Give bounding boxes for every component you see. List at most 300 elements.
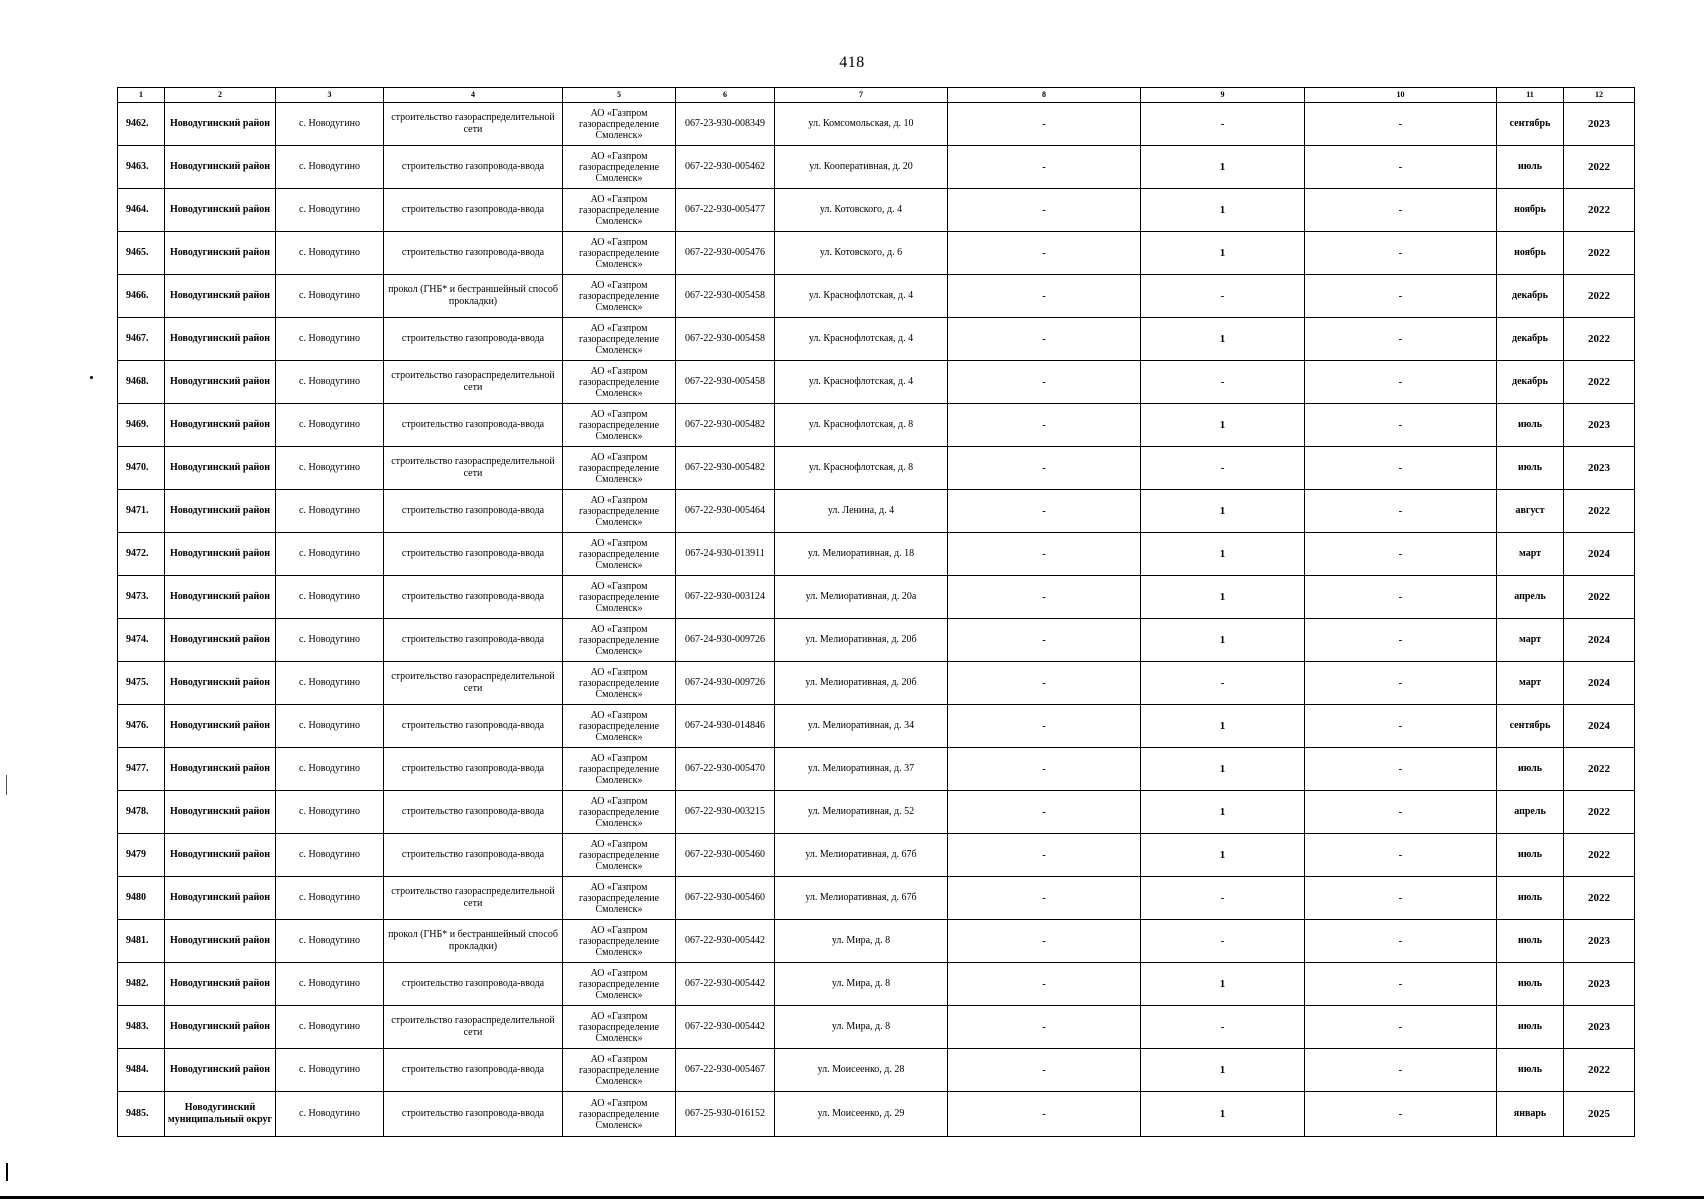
column-10-cell: -: [1305, 1092, 1497, 1137]
district-cell: Новодугинский район: [165, 490, 276, 533]
table-row: [118, 576, 1635, 619]
column-number: 9: [1141, 88, 1305, 103]
column-8-cell: -: [948, 619, 1141, 662]
column-9-cell: 1: [1141, 791, 1305, 834]
row-number: 9475.: [118, 662, 165, 705]
column-10-cell: -: [1305, 318, 1497, 361]
column-9-cell: 1: [1141, 705, 1305, 748]
column-8-cell: -: [948, 232, 1141, 275]
address-cell: ул. Мелиоративная, д. 20б: [775, 619, 948, 662]
address-cell: ул. Краснофлотская, д. 4: [775, 275, 948, 318]
table-row: [118, 791, 1635, 834]
object-code-cell: 067-22-930-005460: [676, 877, 775, 920]
column-8-cell: -: [948, 146, 1141, 189]
district-cell: Новодугинский район: [165, 662, 276, 705]
table-row: [118, 834, 1635, 877]
column-8-cell: -: [948, 490, 1141, 533]
address-cell: ул. Ленина, д. 4: [775, 490, 948, 533]
organization-cell: АО «Газпром газораспределение Смоленск»: [563, 232, 676, 275]
table-row: [118, 103, 1635, 146]
column-10-cell: -: [1305, 490, 1497, 533]
organization-cell: АО «Газпром газораспределение Смоленск»: [563, 1006, 676, 1049]
table-row: [118, 877, 1635, 920]
column-8-cell: -: [948, 189, 1141, 232]
year-cell: 2024: [1564, 533, 1635, 576]
column-9-cell: -: [1141, 103, 1305, 146]
table-row: [118, 963, 1635, 1006]
table-row: [118, 533, 1635, 576]
object-code-cell: 067-22-930-005462: [676, 146, 775, 189]
work-type-cell: строительство газопровода-ввода: [384, 1049, 563, 1092]
year-cell: 2024: [1564, 705, 1635, 748]
organization-cell: АО «Газпром газораспределение Смоленск»: [563, 275, 676, 318]
month-cell: июль: [1497, 1006, 1564, 1049]
register-table: [117, 87, 1635, 1137]
scan-speck: [90, 376, 93, 379]
column-9-cell: 1: [1141, 576, 1305, 619]
address-cell: ул. Мира, д. 8: [775, 963, 948, 1006]
column-10-cell: -: [1305, 834, 1497, 877]
column-9-cell: -: [1141, 920, 1305, 963]
settlement-cell: с. Новодугино: [276, 490, 384, 533]
column-9-cell: -: [1141, 877, 1305, 920]
column-8-cell: -: [948, 877, 1141, 920]
settlement-cell: с. Новодугино: [276, 275, 384, 318]
row-number: 9485.: [118, 1092, 165, 1137]
row-number: 9464.: [118, 189, 165, 232]
column-8-cell: -: [948, 1092, 1141, 1137]
table-row: [118, 1092, 1635, 1137]
work-type-cell: строительство газопровода-ввода: [384, 791, 563, 834]
row-number: 9480: [118, 877, 165, 920]
year-cell: 2023: [1564, 1006, 1635, 1049]
settlement-cell: с. Новодугино: [276, 533, 384, 576]
organization-cell: АО «Газпром газораспределение Смоленск»: [563, 877, 676, 920]
month-cell: август: [1497, 490, 1564, 533]
table-row: [118, 146, 1635, 189]
column-number: 5: [563, 88, 676, 103]
month-cell: март: [1497, 662, 1564, 705]
year-cell: 2022: [1564, 490, 1635, 533]
work-type-cell: строительство газораспределительной сети: [384, 662, 563, 705]
district-cell: Новодугинский район: [165, 275, 276, 318]
column-10-cell: -: [1305, 748, 1497, 791]
organization-cell: АО «Газпром газораспределение Смоленск»: [563, 318, 676, 361]
column-number: 1: [118, 88, 165, 103]
column-8-cell: -: [948, 447, 1141, 490]
column-9-cell: 1: [1141, 748, 1305, 791]
row-number: 9468.: [118, 361, 165, 404]
district-cell: Новодугинский район: [165, 791, 276, 834]
object-code-cell: 067-22-930-003124: [676, 576, 775, 619]
district-cell: Новодугинский район: [165, 705, 276, 748]
settlement-cell: с. Новодугино: [276, 232, 384, 275]
work-type-cell: строительство газопровода-ввода: [384, 1092, 563, 1137]
column-10-cell: -: [1305, 877, 1497, 920]
settlement-cell: с. Новодугино: [276, 146, 384, 189]
month-cell: март: [1497, 619, 1564, 662]
district-cell: Новодугинский район: [165, 877, 276, 920]
month-cell: апрель: [1497, 576, 1564, 619]
year-cell: 2022: [1564, 361, 1635, 404]
work-type-cell: прокол (ГНБ* и бестраншейный способ прокладки): [384, 920, 563, 963]
year-cell: 2022: [1564, 318, 1635, 361]
work-type-cell: строительство газопровода-ввода: [384, 490, 563, 533]
column-10-cell: -: [1305, 705, 1497, 748]
table-row: [118, 189, 1635, 232]
settlement-cell: с. Новодугино: [276, 834, 384, 877]
object-code-cell: 067-22-930-005458: [676, 318, 775, 361]
address-cell: ул. Мелиоративная, д. 18: [775, 533, 948, 576]
work-type-cell: строительство газопровода-ввода: [384, 834, 563, 877]
column-9-cell: -: [1141, 1006, 1305, 1049]
row-number: 9467.: [118, 318, 165, 361]
work-type-cell: строительство газопровода-ввода: [384, 232, 563, 275]
address-cell: ул. Краснофлотская, д. 4: [775, 318, 948, 361]
work-type-cell: строительство газопровода-ввода: [384, 146, 563, 189]
page-number: 418: [839, 54, 865, 71]
district-cell: Новодугинский район: [165, 232, 276, 275]
column-10-cell: -: [1305, 361, 1497, 404]
column-8-cell: -: [948, 834, 1141, 877]
year-cell: 2024: [1564, 662, 1635, 705]
object-code-cell: 067-22-930-005442: [676, 920, 775, 963]
address-cell: ул. Мелиоративная, д. 20б: [775, 662, 948, 705]
work-type-cell: строительство газораспределительной сети: [384, 103, 563, 146]
object-code-cell: 067-22-930-005458: [676, 361, 775, 404]
column-9-cell: 1: [1141, 619, 1305, 662]
row-number: 9472.: [118, 533, 165, 576]
work-type-cell: строительство газораспределительной сети: [384, 447, 563, 490]
month-cell: июль: [1497, 963, 1564, 1006]
month-cell: июль: [1497, 834, 1564, 877]
settlement-cell: с. Новодугино: [276, 920, 384, 963]
column-9-cell: 1: [1141, 490, 1305, 533]
work-type-cell: строительство газопровода-ввода: [384, 318, 563, 361]
organization-cell: АО «Газпром газораспределение Смоленск»: [563, 619, 676, 662]
settlement-cell: с. Новодугино: [276, 1049, 384, 1092]
row-number: 9477.: [118, 748, 165, 791]
organization-cell: АО «Газпром газораспределение Смоленск»: [563, 576, 676, 619]
work-type-cell: строительство газопровода-ввода: [384, 533, 563, 576]
object-code-cell: 067-22-930-005460: [676, 834, 775, 877]
row-number: 9469.: [118, 404, 165, 447]
row-number: 9478.: [118, 791, 165, 834]
table-row: [118, 275, 1635, 318]
year-cell: 2023: [1564, 920, 1635, 963]
table-row: [118, 705, 1635, 748]
year-cell: 2023: [1564, 963, 1635, 1006]
settlement-cell: с. Новодугино: [276, 189, 384, 232]
month-cell: июль: [1497, 1049, 1564, 1092]
month-cell: декабрь: [1497, 318, 1564, 361]
district-cell: Новодугинский район: [165, 619, 276, 662]
column-10-cell: -: [1305, 447, 1497, 490]
organization-cell: АО «Газпром газораспределение Смоленск»: [563, 920, 676, 963]
column-9-cell: -: [1141, 361, 1305, 404]
year-cell: 2022: [1564, 791, 1635, 834]
organization-cell: АО «Газпром газораспределение Смоленск»: [563, 834, 676, 877]
row-number: 9471.: [118, 490, 165, 533]
district-cell: Новодугинский муниципальный округ: [165, 1092, 276, 1137]
district-cell: Новодугинский район: [165, 834, 276, 877]
column-8-cell: -: [948, 275, 1141, 318]
month-cell: декабрь: [1497, 361, 1564, 404]
column-number: 8: [948, 88, 1141, 103]
organization-cell: АО «Газпром газораспределение Смоленск»: [563, 189, 676, 232]
column-9-cell: 1: [1141, 533, 1305, 576]
month-cell: июль: [1497, 404, 1564, 447]
district-cell: Новодугинский район: [165, 318, 276, 361]
district-cell: Новодугинский район: [165, 533, 276, 576]
object-code-cell: 067-22-930-005476: [676, 232, 775, 275]
month-cell: январь: [1497, 1092, 1564, 1137]
column-10-cell: -: [1305, 1049, 1497, 1092]
address-cell: ул. Мелиоративная, д. 67б: [775, 834, 948, 877]
district-cell: Новодугинский район: [165, 103, 276, 146]
scan-margin-mark: [6, 775, 7, 795]
column-number: 11: [1497, 88, 1564, 103]
row-number: 9473.: [118, 576, 165, 619]
table-row: [118, 447, 1635, 490]
month-cell: апрель: [1497, 791, 1564, 834]
object-code-cell: 067-22-930-005464: [676, 490, 775, 533]
year-cell: 2022: [1564, 576, 1635, 619]
settlement-cell: с. Новодугино: [276, 404, 384, 447]
column-10-cell: -: [1305, 920, 1497, 963]
year-cell: 2022: [1564, 748, 1635, 791]
organization-cell: АО «Газпром газораспределение Смоленск»: [563, 146, 676, 189]
year-cell: 2023: [1564, 404, 1635, 447]
column-9-cell: -: [1141, 275, 1305, 318]
address-cell: ул. Мелиоративная, д. 52: [775, 791, 948, 834]
organization-cell: АО «Газпром газораспределение Смоленск»: [563, 705, 676, 748]
column-8-cell: -: [948, 318, 1141, 361]
settlement-cell: с. Новодугино: [276, 1006, 384, 1049]
district-cell: Новодугинский район: [165, 361, 276, 404]
table-row: [118, 662, 1635, 705]
settlement-cell: с. Новодугино: [276, 748, 384, 791]
month-cell: июль: [1497, 146, 1564, 189]
settlement-cell: с. Новодугино: [276, 1092, 384, 1137]
settlement-cell: с. Новодугино: [276, 103, 384, 146]
row-number: 9479: [118, 834, 165, 877]
year-cell: 2022: [1564, 189, 1635, 232]
month-cell: июль: [1497, 920, 1564, 963]
work-type-cell: строительство газопровода-ввода: [384, 189, 563, 232]
year-cell: 2025: [1564, 1092, 1635, 1137]
district-cell: Новодугинский район: [165, 146, 276, 189]
row-number: 9462.: [118, 103, 165, 146]
column-9-cell: 1: [1141, 232, 1305, 275]
settlement-cell: с. Новодугино: [276, 576, 384, 619]
settlement-cell: с. Новодугино: [276, 619, 384, 662]
address-cell: ул. Мелиоративная, д. 37: [775, 748, 948, 791]
row-number: 9482.: [118, 963, 165, 1006]
year-cell: 2022: [1564, 146, 1635, 189]
column-number: 2: [165, 88, 276, 103]
district-cell: Новодугинский район: [165, 189, 276, 232]
district-cell: Новодугинский район: [165, 447, 276, 490]
table-row: [118, 318, 1635, 361]
address-cell: ул. Котовского, д. 4: [775, 189, 948, 232]
column-10-cell: -: [1305, 791, 1497, 834]
column-9-cell: 1: [1141, 1049, 1305, 1092]
row-number: 9483.: [118, 1006, 165, 1049]
organization-cell: АО «Газпром газораспределение Смоленск»: [563, 1092, 676, 1137]
settlement-cell: с. Новодугино: [276, 318, 384, 361]
row-number: 9484.: [118, 1049, 165, 1092]
column-8-cell: -: [948, 361, 1141, 404]
row-number: 9465.: [118, 232, 165, 275]
address-cell: ул. Комсомольская, д. 10: [775, 103, 948, 146]
object-code-cell: 067-22-930-005458: [676, 275, 775, 318]
column-10-cell: -: [1305, 103, 1497, 146]
column-10-cell: -: [1305, 619, 1497, 662]
column-8-cell: -: [948, 748, 1141, 791]
organization-cell: АО «Газпром газораспределение Смоленск»: [563, 1049, 676, 1092]
object-code-cell: 067-24-930-009726: [676, 619, 775, 662]
settlement-cell: с. Новодугино: [276, 705, 384, 748]
month-cell: ноябрь: [1497, 189, 1564, 232]
address-cell: ул. Кооперативная, д. 20: [775, 146, 948, 189]
year-cell: 2024: [1564, 619, 1635, 662]
settlement-cell: с. Новодугино: [276, 963, 384, 1006]
column-8-cell: -: [948, 662, 1141, 705]
register-table-wrapper: [117, 87, 1634, 1137]
table-row: [118, 920, 1635, 963]
district-cell: Новодугинский район: [165, 963, 276, 1006]
column-10-cell: -: [1305, 576, 1497, 619]
month-cell: сентябрь: [1497, 705, 1564, 748]
address-cell: ул. Моисеенко, д. 28: [775, 1049, 948, 1092]
settlement-cell: с. Новодугино: [276, 877, 384, 920]
work-type-cell: строительство газопровода-ввода: [384, 705, 563, 748]
object-code-cell: 067-22-930-005467: [676, 1049, 775, 1092]
district-cell: Новодугинский район: [165, 1049, 276, 1092]
work-type-cell: строительство газопровода-ввода: [384, 576, 563, 619]
address-cell: ул. Краснофлотская, д. 4: [775, 361, 948, 404]
column-10-cell: -: [1305, 404, 1497, 447]
column-number-row: [118, 88, 1635, 103]
year-cell: 2022: [1564, 275, 1635, 318]
column-8-cell: -: [948, 1049, 1141, 1092]
column-10-cell: -: [1305, 232, 1497, 275]
column-8-cell: -: [948, 705, 1141, 748]
object-code-cell: 067-24-930-009726: [676, 662, 775, 705]
work-type-cell: строительство газопровода-ввода: [384, 404, 563, 447]
year-cell: 2022: [1564, 232, 1635, 275]
district-cell: Новодугинский район: [165, 576, 276, 619]
object-code-cell: 067-23-930-008349: [676, 103, 775, 146]
organization-cell: АО «Газпром газораспределение Смоленск»: [563, 447, 676, 490]
organization-cell: АО «Газпром газораспределение Смоленск»: [563, 662, 676, 705]
organization-cell: АО «Газпром газораспределение Смоленск»: [563, 404, 676, 447]
address-cell: ул. Мелиоративная, д. 20а: [775, 576, 948, 619]
column-10-cell: -: [1305, 963, 1497, 1006]
district-cell: Новодугинский район: [165, 404, 276, 447]
object-code-cell: 067-25-930-016152: [676, 1092, 775, 1137]
table-row: [118, 619, 1635, 662]
row-number: 9470.: [118, 447, 165, 490]
address-cell: ул. Котовского, д. 6: [775, 232, 948, 275]
address-cell: ул. Мелиоративная, д. 34: [775, 705, 948, 748]
column-number: 3: [276, 88, 384, 103]
column-9-cell: -: [1141, 662, 1305, 705]
column-8-cell: -: [948, 576, 1141, 619]
column-number: 6: [676, 88, 775, 103]
work-type-cell: строительство газопровода-ввода: [384, 748, 563, 791]
year-cell: 2022: [1564, 1049, 1635, 1092]
row-number: 9476.: [118, 705, 165, 748]
column-9-cell: 1: [1141, 963, 1305, 1006]
column-9-cell: 1: [1141, 189, 1305, 232]
scan-margin-mark: [6, 1163, 8, 1181]
table-row: [118, 1006, 1635, 1049]
column-9-cell: 1: [1141, 1092, 1305, 1137]
organization-cell: АО «Газпром газораспределение Смоленск»: [563, 103, 676, 146]
organization-cell: АО «Газпром газораспределение Смоленск»: [563, 490, 676, 533]
column-10-cell: -: [1305, 1006, 1497, 1049]
column-10-cell: -: [1305, 533, 1497, 576]
column-9-cell: 1: [1141, 404, 1305, 447]
year-cell: 2023: [1564, 103, 1635, 146]
organization-cell: АО «Газпром газораспределение Смоленск»: [563, 533, 676, 576]
column-number: 12: [1564, 88, 1635, 103]
district-cell: Новодугинский район: [165, 1006, 276, 1049]
row-number: 9481.: [118, 920, 165, 963]
column-10-cell: -: [1305, 662, 1497, 705]
month-cell: июль: [1497, 877, 1564, 920]
row-number: 9463.: [118, 146, 165, 189]
work-type-cell: строительство газораспределительной сети: [384, 361, 563, 404]
table-body: [118, 103, 1635, 1137]
row-number: 9466.: [118, 275, 165, 318]
settlement-cell: с. Новодугино: [276, 361, 384, 404]
object-code-cell: 067-22-930-005477: [676, 189, 775, 232]
object-code-cell: 067-22-930-005442: [676, 963, 775, 1006]
month-cell: декабрь: [1497, 275, 1564, 318]
address-cell: ул. Мира, д. 8: [775, 920, 948, 963]
column-8-cell: -: [948, 533, 1141, 576]
work-type-cell: прокол (ГНБ* и бестраншейный способ прокладки): [384, 275, 563, 318]
work-type-cell: строительство газопровода-ввода: [384, 619, 563, 662]
object-code-cell: 067-22-930-005442: [676, 1006, 775, 1049]
column-number: 4: [384, 88, 563, 103]
column-9-cell: -: [1141, 447, 1305, 490]
year-cell: 2023: [1564, 447, 1635, 490]
column-10-cell: -: [1305, 275, 1497, 318]
object-code-cell: 067-24-930-014846: [676, 705, 775, 748]
column-8-cell: -: [948, 1006, 1141, 1049]
settlement-cell: с. Новодугино: [276, 447, 384, 490]
organization-cell: АО «Газпром газораспределение Смоленск»: [563, 791, 676, 834]
column-8-cell: -: [948, 103, 1141, 146]
table-row: [118, 404, 1635, 447]
object-code-cell: 067-22-930-005470: [676, 748, 775, 791]
column-number: 7: [775, 88, 948, 103]
month-cell: июль: [1497, 447, 1564, 490]
object-code-cell: 067-22-930-003215: [676, 791, 775, 834]
district-cell: Новодугинский район: [165, 920, 276, 963]
column-9-cell: 1: [1141, 318, 1305, 361]
table-row: [118, 748, 1635, 791]
column-number: 10: [1305, 88, 1497, 103]
column-10-cell: -: [1305, 146, 1497, 189]
month-cell: март: [1497, 533, 1564, 576]
column-9-cell: 1: [1141, 146, 1305, 189]
column-8-cell: -: [948, 963, 1141, 1006]
